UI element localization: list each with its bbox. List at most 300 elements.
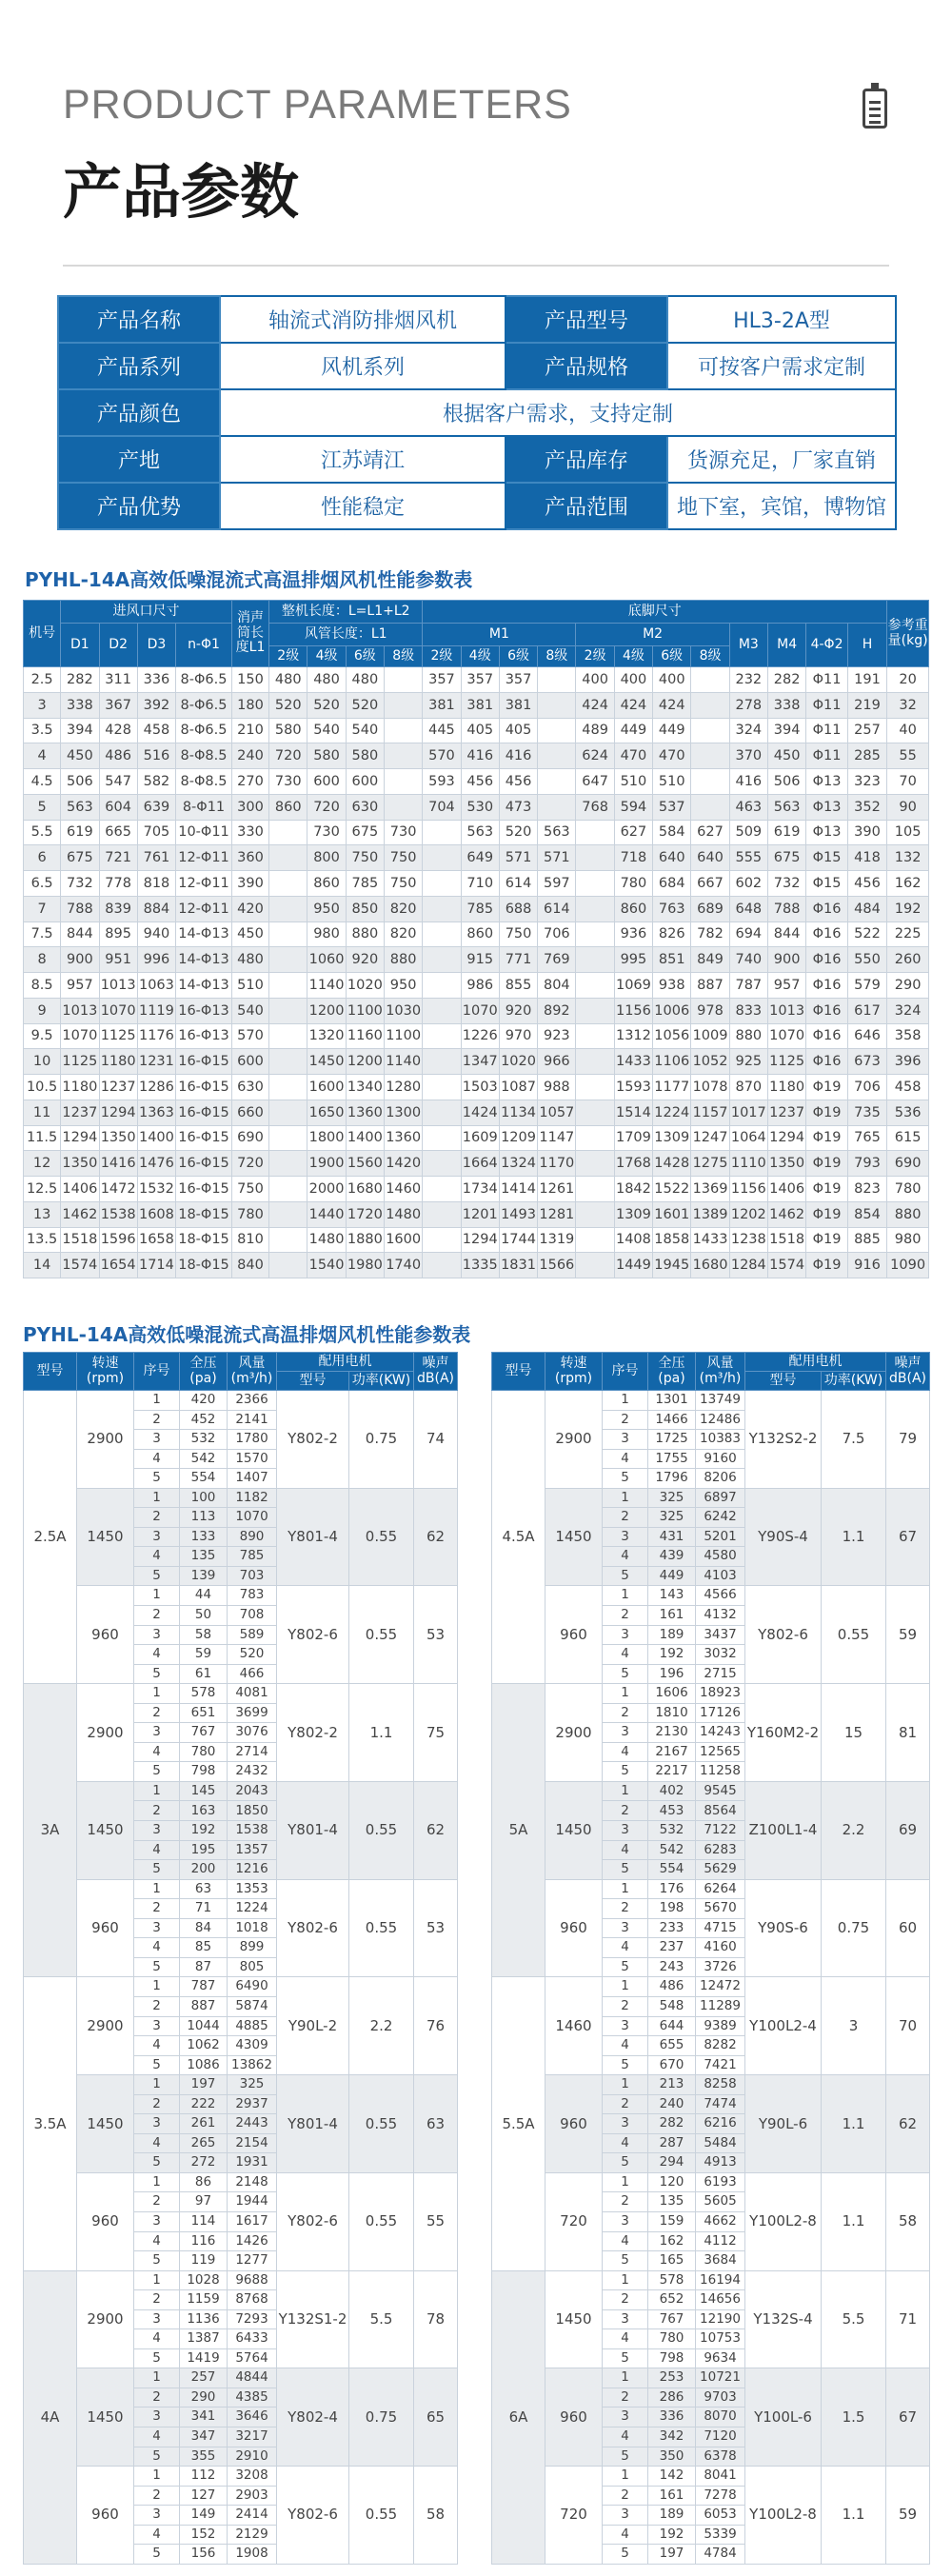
info-row	[58, 389, 896, 436]
table-cell: 8258	[696, 2075, 745, 2095]
table-cell: 793	[847, 1151, 886, 1177]
table-cell: 311	[99, 667, 137, 693]
table-cell	[691, 667, 729, 693]
table-cell: 1013	[61, 998, 99, 1023]
table-cell: Φ16	[806, 973, 848, 999]
motor-cell: Y801-4	[277, 1781, 349, 1879]
table-cell: 550	[847, 947, 886, 973]
power-cell: 5.5	[822, 2270, 886, 2368]
table-cell: 2	[134, 1801, 180, 1821]
table-cell: 11	[24, 1100, 61, 1125]
table-cell: 132	[887, 845, 929, 871]
table-cell: 458	[887, 1075, 929, 1100]
table-cell: 4662	[696, 2211, 745, 2231]
table-row	[492, 1488, 930, 1508]
table-cell: 13749	[696, 1391, 745, 1411]
header-row	[24, 1353, 458, 1372]
table-cell: 530	[461, 794, 499, 820]
table-cell: 1136	[180, 2309, 228, 2329]
table-cell: 783	[228, 1586, 277, 1606]
table-cell: 8768	[228, 2290, 277, 2310]
table-cell: Φ19	[806, 1177, 848, 1202]
table-cell: 1658	[137, 1227, 175, 1253]
table-cell: 1493	[499, 1201, 537, 1227]
power-cell: 0.75	[349, 2368, 414, 2467]
table-cell: 394	[767, 718, 805, 743]
table-cell: 210	[231, 718, 268, 743]
table-cell: 9.5	[24, 1023, 61, 1049]
speed-cell: 2900	[77, 1391, 134, 1489]
table-cell: 486	[99, 743, 137, 769]
table-cell: 1408	[614, 1227, 652, 1253]
table-cell: 1	[134, 2270, 180, 2290]
table-cell: 1006	[653, 998, 691, 1023]
table-cell	[576, 1151, 614, 1177]
table-cell: 257	[180, 2368, 228, 2388]
table-cell: 1389	[691, 1201, 729, 1227]
table-cell: 1	[603, 1586, 648, 1606]
table-cell: 300	[231, 794, 268, 820]
table-row	[24, 1227, 929, 1253]
column-header: 8级	[538, 646, 576, 667]
table-cell: 844	[767, 921, 805, 947]
table-cell: 424	[614, 692, 652, 718]
table-cell: 644	[648, 2016, 696, 2036]
info-key: 产品规格	[506, 343, 667, 389]
table-cell: 1654	[99, 1253, 137, 1278]
table-cell: 2	[603, 1508, 648, 1528]
table-cell: 3	[134, 1821, 180, 1841]
table-cell: 957	[767, 973, 805, 999]
table-cell: 12565	[696, 1742, 745, 1762]
table-cell: 1300	[385, 1100, 423, 1125]
table-cell: 480	[307, 667, 346, 693]
table-cell: 5	[134, 1957, 180, 1977]
table-cell: 880	[729, 1023, 767, 1049]
table-cell: 5	[134, 1664, 180, 1684]
table-cell: 1450	[307, 1049, 346, 1075]
table-cell: 1608	[137, 1201, 175, 1227]
table-cell: 450	[231, 921, 268, 947]
column-header: 全压(pa)	[180, 1353, 228, 1391]
table-cell: 2043	[228, 1781, 277, 1801]
info-value: 轴流式消防排烟风机	[220, 296, 506, 343]
noise-cell: 59	[886, 2467, 930, 2565]
table-cell: 16-Φ15	[176, 1049, 232, 1075]
table-cell: 6	[24, 845, 61, 871]
table-cell: 200	[180, 1860, 228, 1880]
table-cell: 1480	[385, 1201, 423, 1227]
table-cell: 286	[648, 2388, 696, 2408]
table-cell: 324	[887, 998, 929, 1023]
table-cell: 554	[648, 1860, 696, 1880]
table-cell: 5874	[228, 1996, 277, 2016]
performance-table-right	[491, 1352, 930, 2565]
table-cell: 520	[269, 692, 307, 718]
table-cell: 1090	[887, 1253, 929, 1278]
table-cell	[691, 718, 729, 743]
table-cell: 1	[134, 1684, 180, 1704]
table-cell	[269, 973, 307, 999]
table-cell: 6053	[696, 2506, 745, 2526]
table-cell: 6193	[696, 2172, 745, 2192]
table-cell: 1476	[137, 1151, 175, 1177]
table-cell: 785	[346, 871, 384, 897]
info-value: 货源充足，厂家直销	[667, 436, 896, 483]
table-cell: Φ16	[806, 896, 848, 921]
table-cell: 619	[61, 820, 99, 845]
table-cell: 112	[180, 2467, 228, 2487]
table-cell	[269, 1075, 307, 1100]
table-cell: 1574	[61, 1253, 99, 1278]
table-cell: 1538	[228, 1821, 277, 1841]
table-cell: 3646	[228, 2408, 277, 2427]
table-cell: 554	[180, 1469, 228, 1489]
table-row	[492, 2467, 930, 2487]
table-cell	[691, 743, 729, 769]
table-cell: 4	[134, 1938, 180, 1958]
table-cell	[691, 769, 729, 795]
table-cell	[385, 769, 423, 795]
table-cell: 1	[603, 2172, 648, 2192]
column-header: 4-Φ2	[806, 624, 848, 667]
table-cell: 424	[653, 692, 691, 718]
table-cell: 197	[180, 2075, 228, 2095]
table-cell: 162	[887, 871, 929, 897]
table-cell: 2129	[228, 2525, 277, 2545]
table-cell: 4844	[228, 2368, 277, 2388]
table-cell: 4	[134, 2231, 180, 2251]
table-cell: 1347	[461, 1049, 499, 1075]
motor-cell: Y160M2-2	[745, 1684, 822, 1782]
speed-cell: 1450	[77, 1488, 134, 1586]
table-cell: 114	[180, 2211, 228, 2231]
table-cell: 563	[767, 794, 805, 820]
table-cell: 3	[134, 1918, 180, 1938]
table-cell: 265	[180, 2133, 228, 2153]
table-cell: 8	[24, 947, 61, 973]
column-header: D3	[137, 624, 175, 667]
table-cell: 950	[307, 896, 346, 921]
table-cell: 750	[499, 921, 537, 947]
table-cell: 980	[307, 921, 346, 947]
table-cell: 10-Φ11	[176, 820, 232, 845]
table-cell: 222	[180, 2094, 228, 2114]
info-key: 产品型号	[506, 296, 667, 343]
power-cell: 0.55	[349, 2075, 414, 2173]
table-cell: 639	[137, 794, 175, 820]
table-cell: 4	[24, 743, 61, 769]
power-cell: 1.5	[822, 2368, 886, 2467]
column-header: 6级	[653, 646, 691, 667]
table-cell: 851	[653, 947, 691, 973]
table-cell: 3032	[696, 1645, 745, 1665]
table-cell: 761	[137, 845, 175, 871]
table-cell: 740	[729, 947, 767, 973]
table-cell: 400	[614, 667, 652, 693]
table-row	[24, 1253, 929, 1278]
info-key: 产地	[58, 436, 220, 483]
table-cell: 4715	[696, 1918, 745, 1938]
table-cell: 127	[180, 2486, 228, 2506]
table-cell: 547	[99, 769, 137, 795]
table-cell: 580	[307, 743, 346, 769]
table-cell: 765	[847, 1125, 886, 1151]
table-cell: 2	[134, 2290, 180, 2310]
table-cell: 884	[137, 896, 175, 921]
table-cell: 1087	[499, 1075, 537, 1100]
table-cell: 3	[603, 1430, 648, 1450]
column-header: n-Φ1	[176, 624, 232, 667]
column-header: 风量(m³/h)	[696, 1353, 745, 1391]
motor-cell: Y90L-6	[745, 2075, 822, 2173]
motor-cell: Y802-2	[277, 1684, 349, 1782]
table-row	[24, 896, 929, 921]
model-cell: 4.5A	[492, 1391, 545, 1684]
table-cell: 282	[61, 667, 99, 693]
table-cell: 920	[346, 947, 384, 973]
table-cell: 5	[603, 1860, 648, 1880]
page-title-en: PRODUCT PARAMETERS	[63, 82, 572, 128]
table-cell	[385, 794, 423, 820]
table-cell: 750	[385, 845, 423, 871]
power-cell: 0.55	[349, 1586, 414, 1684]
power-cell: 0.75	[349, 1391, 414, 1489]
motor-cell: Y100L2-8	[745, 2172, 822, 2270]
table-cell: 3	[134, 2114, 180, 2134]
speed-cell: 1460	[545, 1977, 603, 2075]
info-value: 根据客户需求，支持定制	[220, 389, 896, 436]
column-header: 底脚尺寸	[423, 601, 887, 624]
table-cell: 1609	[461, 1125, 499, 1151]
table-cell: 860	[461, 921, 499, 947]
table-cell: 854	[847, 1201, 886, 1227]
table-cell: 294	[648, 2153, 696, 2173]
table-cell: 1224	[653, 1100, 691, 1125]
table-cell: 192	[648, 2525, 696, 2545]
table-cell: 8282	[696, 2036, 745, 2056]
table-cell: 721	[99, 845, 137, 871]
table-cell	[423, 1151, 461, 1177]
noise-cell: 62	[414, 1488, 458, 1586]
table-cell	[423, 1100, 461, 1125]
table-cell: 1	[603, 2270, 648, 2290]
table-cell: Φ13	[806, 820, 848, 845]
table-cell: 10383	[696, 1430, 745, 1450]
table-cell: 453	[648, 1801, 696, 1821]
table-cell	[576, 845, 614, 871]
table-cell: 5	[603, 1566, 648, 1586]
table-cell: 1070	[61, 1023, 99, 1049]
table-cell: 555	[729, 845, 767, 871]
table-cell: 665	[99, 820, 137, 845]
table-cell: 1449	[614, 1253, 652, 1278]
table-cell: 506	[61, 769, 99, 795]
table-cell: 2000	[307, 1177, 346, 1202]
table-cell: 5	[134, 1762, 180, 1782]
table-cell	[423, 820, 461, 845]
table-row	[24, 718, 929, 743]
table-cell: 1086	[180, 2055, 228, 2075]
table-cell: 1406	[767, 1177, 805, 1202]
table-cell: 6490	[228, 1977, 277, 1997]
table-cell	[269, 1125, 307, 1151]
table-cell: 5629	[696, 1860, 745, 1880]
table-cell: 820	[385, 896, 423, 921]
table-cell: 614	[538, 896, 576, 921]
noise-cell: 58	[886, 2172, 930, 2270]
table-cell: 1428	[653, 1151, 691, 1177]
column-header: 型号	[492, 1353, 545, 1391]
table-cell: 9	[24, 998, 61, 1023]
table-cell	[538, 743, 576, 769]
table-cell: 849	[691, 947, 729, 973]
table-cell: 18-Φ15	[176, 1253, 232, 1278]
table-cell: Φ11	[806, 667, 848, 693]
table-cell: 10753	[696, 2329, 745, 2349]
table-cell	[538, 667, 576, 693]
table-cell: 6242	[696, 1508, 745, 1528]
table-cell: 1560	[346, 1151, 384, 1177]
table-cell: 350	[648, 2447, 696, 2467]
table-cell: 646	[847, 1023, 886, 1049]
table-cell: 720	[307, 794, 346, 820]
table-cell: 338	[767, 692, 805, 718]
table-cell: 424	[576, 692, 614, 718]
table-cell: 352	[847, 794, 886, 820]
table-cell	[269, 1049, 307, 1075]
table-cell: 647	[576, 769, 614, 795]
table-cell: 1424	[461, 1100, 499, 1125]
table-cell: 405	[461, 718, 499, 743]
table-cell: 1176	[137, 1023, 175, 1049]
table-cell: 12472	[696, 1977, 745, 1997]
table-cell: 156	[180, 2545, 228, 2565]
table-cell: 3	[134, 1527, 180, 1547]
table-cell	[423, 871, 461, 897]
table-cell: 1125	[99, 1023, 137, 1049]
noise-cell: 78	[414, 2270, 458, 2368]
table-cell: 4385	[228, 2388, 277, 2408]
table-cell: 7421	[696, 2055, 745, 2075]
table-cell: 1	[134, 1977, 180, 1997]
table-cell: 750	[346, 845, 384, 871]
table-row	[24, 2467, 458, 2487]
table-cell: 2	[603, 1801, 648, 1821]
performance-table-left	[23, 1352, 458, 2565]
table-cell: 18-Φ15	[176, 1227, 232, 1253]
table-cell: 614	[499, 871, 537, 897]
motor-cell: Y100L-6	[745, 2368, 822, 2467]
table-cell: 520	[307, 692, 346, 718]
table-cell: 966	[538, 1049, 576, 1075]
table-cell: 651	[180, 1703, 228, 1723]
table-cell: 358	[887, 1023, 929, 1049]
table-cell: 32	[887, 692, 929, 718]
noise-cell: 67	[886, 2368, 930, 2467]
table-cell: Φ11	[806, 718, 848, 743]
table-cell: 61	[180, 1664, 228, 1684]
power-cell: 2.2	[822, 1781, 886, 1879]
table-cell: 2154	[228, 2133, 277, 2153]
table-cell: 540	[231, 998, 268, 1023]
table-cell: 100	[180, 1488, 228, 1508]
table-cell: 600	[307, 769, 346, 795]
column-header: 型号	[277, 1372, 349, 1391]
table-cell: 400	[653, 667, 691, 693]
table-cell: 8-Φ6.5	[176, 718, 232, 743]
table-cell: 152	[180, 2525, 228, 2545]
table-cell: Φ15	[806, 845, 848, 871]
table-cell: 1	[603, 1977, 648, 1997]
table-cell: 7120	[696, 2427, 745, 2447]
table-cell: 1574	[767, 1253, 805, 1278]
noise-cell: 53	[414, 1879, 458, 1977]
table-cell: 162	[648, 2231, 696, 2251]
table-cell: 767	[648, 2309, 696, 2329]
table-cell: 938	[653, 973, 691, 999]
table-cell: 470	[614, 743, 652, 769]
table-cell: 3208	[228, 2467, 277, 2487]
table-cell: 133	[180, 1527, 228, 1547]
table-cell: 2	[603, 1703, 648, 1723]
table-cell	[269, 947, 307, 973]
table-cell: 14-Φ13	[176, 921, 232, 947]
table-cell: 219	[847, 692, 886, 718]
table-cell: 1740	[385, 1253, 423, 1278]
table-cell	[269, 845, 307, 871]
table-row	[24, 1586, 458, 1606]
table-cell: 996	[137, 947, 175, 973]
table-cell: 3726	[696, 1957, 745, 1977]
table-cell	[423, 947, 461, 973]
table-cell: Φ19	[806, 1253, 848, 1278]
table-cell: 8041	[696, 2467, 745, 2487]
table-cell: 615	[887, 1125, 929, 1151]
table-cell: 1522	[653, 1177, 691, 1202]
table-cell	[269, 998, 307, 1023]
table-cell: 17126	[696, 1703, 745, 1723]
table-cell: 2130	[648, 1723, 696, 1743]
table-cell: 750	[231, 1177, 268, 1202]
table-cell: 9160	[696, 1449, 745, 1469]
table-cell: 8070	[696, 2408, 745, 2427]
table-cell: 1044	[180, 2016, 228, 2036]
table-cell: 456	[461, 769, 499, 795]
table-cell: 2	[134, 2388, 180, 2408]
table-cell: 1908	[228, 2545, 277, 2565]
table-cell: 1	[603, 1781, 648, 1801]
column-header: 噪声dB(A)	[886, 1353, 930, 1391]
table-row	[24, 769, 929, 795]
table-cell: 1664	[461, 1151, 499, 1177]
table-cell	[423, 1201, 461, 1227]
table-cell: 428	[99, 718, 137, 743]
table-cell: 1720	[346, 1201, 384, 1227]
table-cell: 9634	[696, 2348, 745, 2368]
table-cell: 4	[134, 1840, 180, 1860]
table-cell: 325	[228, 2075, 277, 2095]
table-cell: 703	[228, 1566, 277, 1586]
column-header: 型号	[745, 1372, 822, 1391]
table-cell: 826	[653, 921, 691, 947]
motor-cell: Y802-2	[277, 1391, 349, 1489]
table-cell: 143	[648, 1586, 696, 1606]
table-cell: 1238	[729, 1227, 767, 1253]
table-cell: 2	[134, 2094, 180, 2114]
table-cell: 5	[134, 2447, 180, 2467]
table-cell	[576, 1049, 614, 1075]
